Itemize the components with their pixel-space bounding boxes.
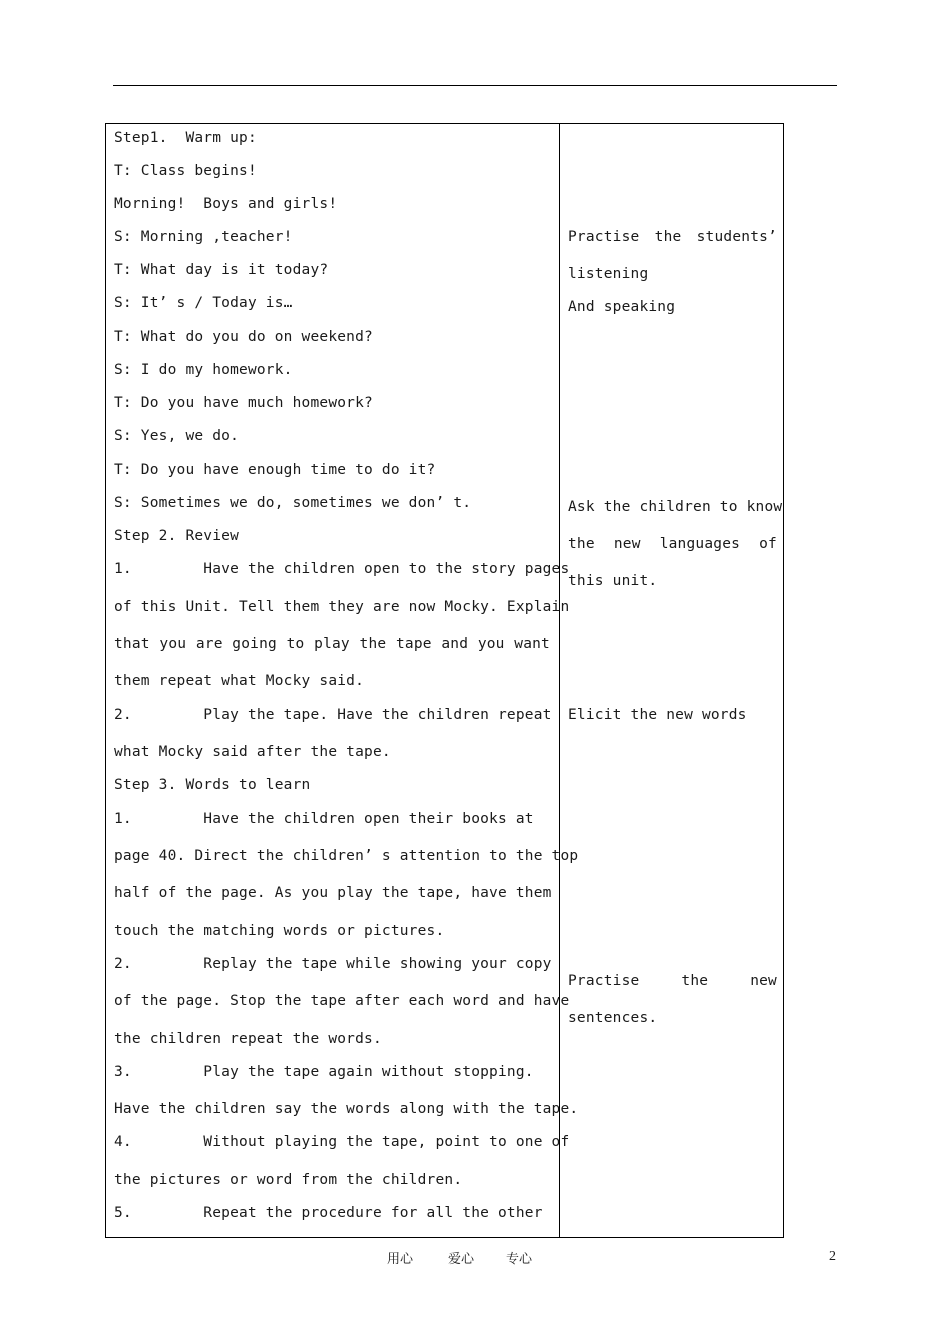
column-divider <box>559 124 560 1237</box>
footer-text-2: 爱心 <box>448 1252 475 1267</box>
left-line: half of the page. As you play the tape, have them <box>114 885 552 901</box>
header-rule <box>113 85 837 86</box>
left-line: T: Do you have enough time to do it? <box>114 462 436 478</box>
footer-text-1: 用心 <box>387 1252 414 1267</box>
left-line: T: What do you do on weekend? <box>114 329 373 345</box>
left-line: T: What day is it today? <box>114 262 329 278</box>
right-line: And speaking <box>568 299 676 315</box>
left-line: 2. Replay the tape while showing your copy <box>114 956 552 972</box>
right-line: sentences. <box>568 1010 658 1026</box>
left-line: Step 3. Words to learn <box>114 777 311 793</box>
left-line: touch the matching words or pictures. <box>114 923 445 939</box>
left-line: S: Yes, we do. <box>114 428 240 444</box>
left-line: S: I do my homework. <box>114 362 293 378</box>
left-line: Morning! Boys and girls! <box>114 196 338 212</box>
right-line: Practise the new <box>568 973 777 989</box>
left-line: what Mocky said after the tape. <box>114 744 391 760</box>
footer-text-3: 专心 <box>506 1252 533 1267</box>
left-line: that you are going to play the tape and you want <box>114 636 550 652</box>
left-line: the pictures or word from the children. <box>114 1172 463 1188</box>
left-line: S: Morning ,teacher! <box>114 229 293 245</box>
left-line: 3. Play the tape again without stopping. <box>114 1064 534 1080</box>
left-line: of this Unit. Tell them they are now Mocky. Explain <box>114 599 570 615</box>
left-line: Have the children say the words along with the tape. <box>114 1101 579 1117</box>
left-line: 1. Have the children open to the story pages <box>114 561 570 577</box>
left-line: Step 2. Review <box>114 528 240 544</box>
left-line: 4. Without playing the tape, point to one of <box>114 1134 570 1150</box>
left-line: S: It’ s / Today is… <box>114 295 293 311</box>
left-line: the children repeat the words. <box>114 1031 382 1047</box>
lesson-table <box>105 123 784 1238</box>
right-line: listening <box>568 266 649 282</box>
page-number: 2 <box>829 1249 836 1264</box>
left-line: T: Class begins! <box>114 163 257 179</box>
left-line: them repeat what Mocky said. <box>114 673 365 689</box>
left-line: 5. Repeat the procedure for all the other <box>114 1205 543 1221</box>
left-line: 1. Have the children open their books at <box>114 811 534 827</box>
left-line: S: Sometimes we do, sometimes we don’ t. <box>114 495 472 511</box>
left-line: T: Do you have much homework? <box>114 395 373 411</box>
right-line: Elicit the new words <box>568 707 747 723</box>
left-line: Step1. Warm up: <box>114 130 257 146</box>
left-line: of the page. Stop the tape after each word and have <box>114 993 570 1009</box>
right-line: this unit. <box>568 573 658 589</box>
right-line: Practise the students’ <box>568 229 777 245</box>
left-line: 2. Play the tape. Have the children repeat <box>114 707 552 723</box>
right-line: the new languages of <box>568 536 777 552</box>
right-line: Ask the children to know <box>568 499 783 515</box>
left-line: page 40. Direct the children’ s attention to the top <box>114 848 579 864</box>
